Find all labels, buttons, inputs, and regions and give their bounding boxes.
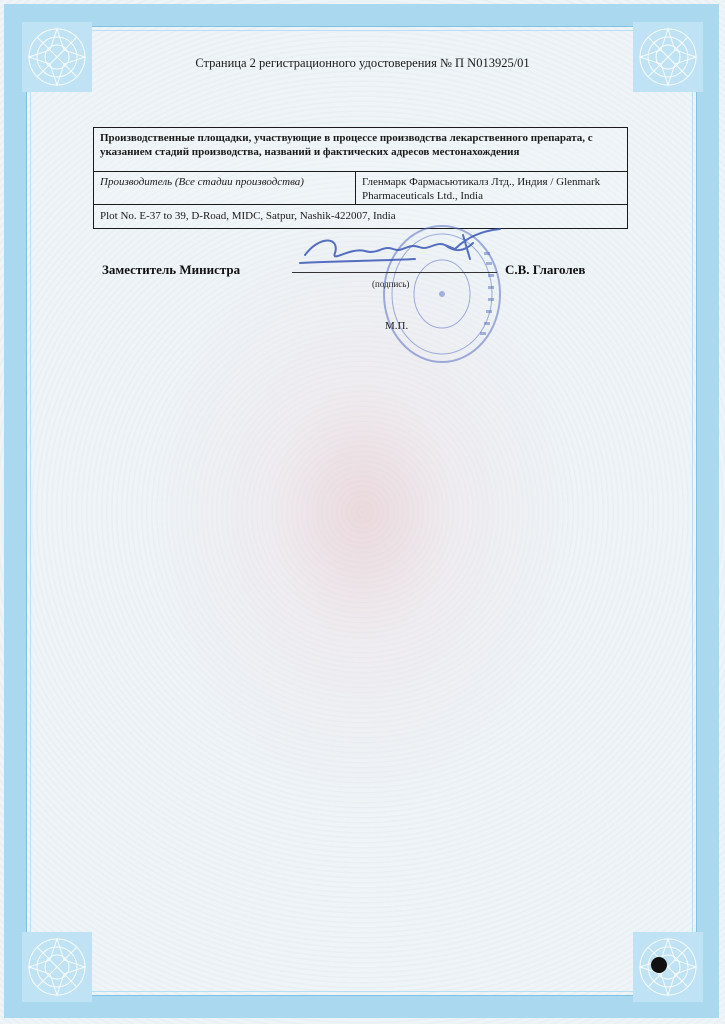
signature-caption: (подпись) <box>372 279 410 289</box>
company-name: Гленмарк Фармасьютикалз Лтд., Индия / Glenmark Pharmaceuticals Ltd., India <box>362 176 601 202</box>
site-address: Plot No. E-37 to 39, D-Road, MIDC, Satpur, Nashik-422007, India <box>100 210 396 222</box>
table-heading: Производственные площадки, участвующие в процессе производства лекарственного препарата, с указанием стадий производства, названий и фактических адресов местонахождения <box>94 128 627 172</box>
table-row <box>94 172 627 205</box>
signature-line <box>292 272 497 273</box>
signatory-position: Заместитель Министра <box>102 262 241 277</box>
corner-rosette-icon <box>22 932 92 1002</box>
punch-hole <box>651 957 667 973</box>
page-title: Страница 2 регистрационного удостоверения № П N013925/01 <box>195 56 530 70</box>
signatory-name: С.В. Глаголев <box>505 262 586 277</box>
handwritten-signature <box>295 225 510 275</box>
role-label: Производитель (Все стадии производства) <box>94 172 356 204</box>
corner-rosette-icon <box>633 932 703 1002</box>
seal-label: М.П. <box>385 320 409 332</box>
production-sites-table <box>93 127 628 229</box>
